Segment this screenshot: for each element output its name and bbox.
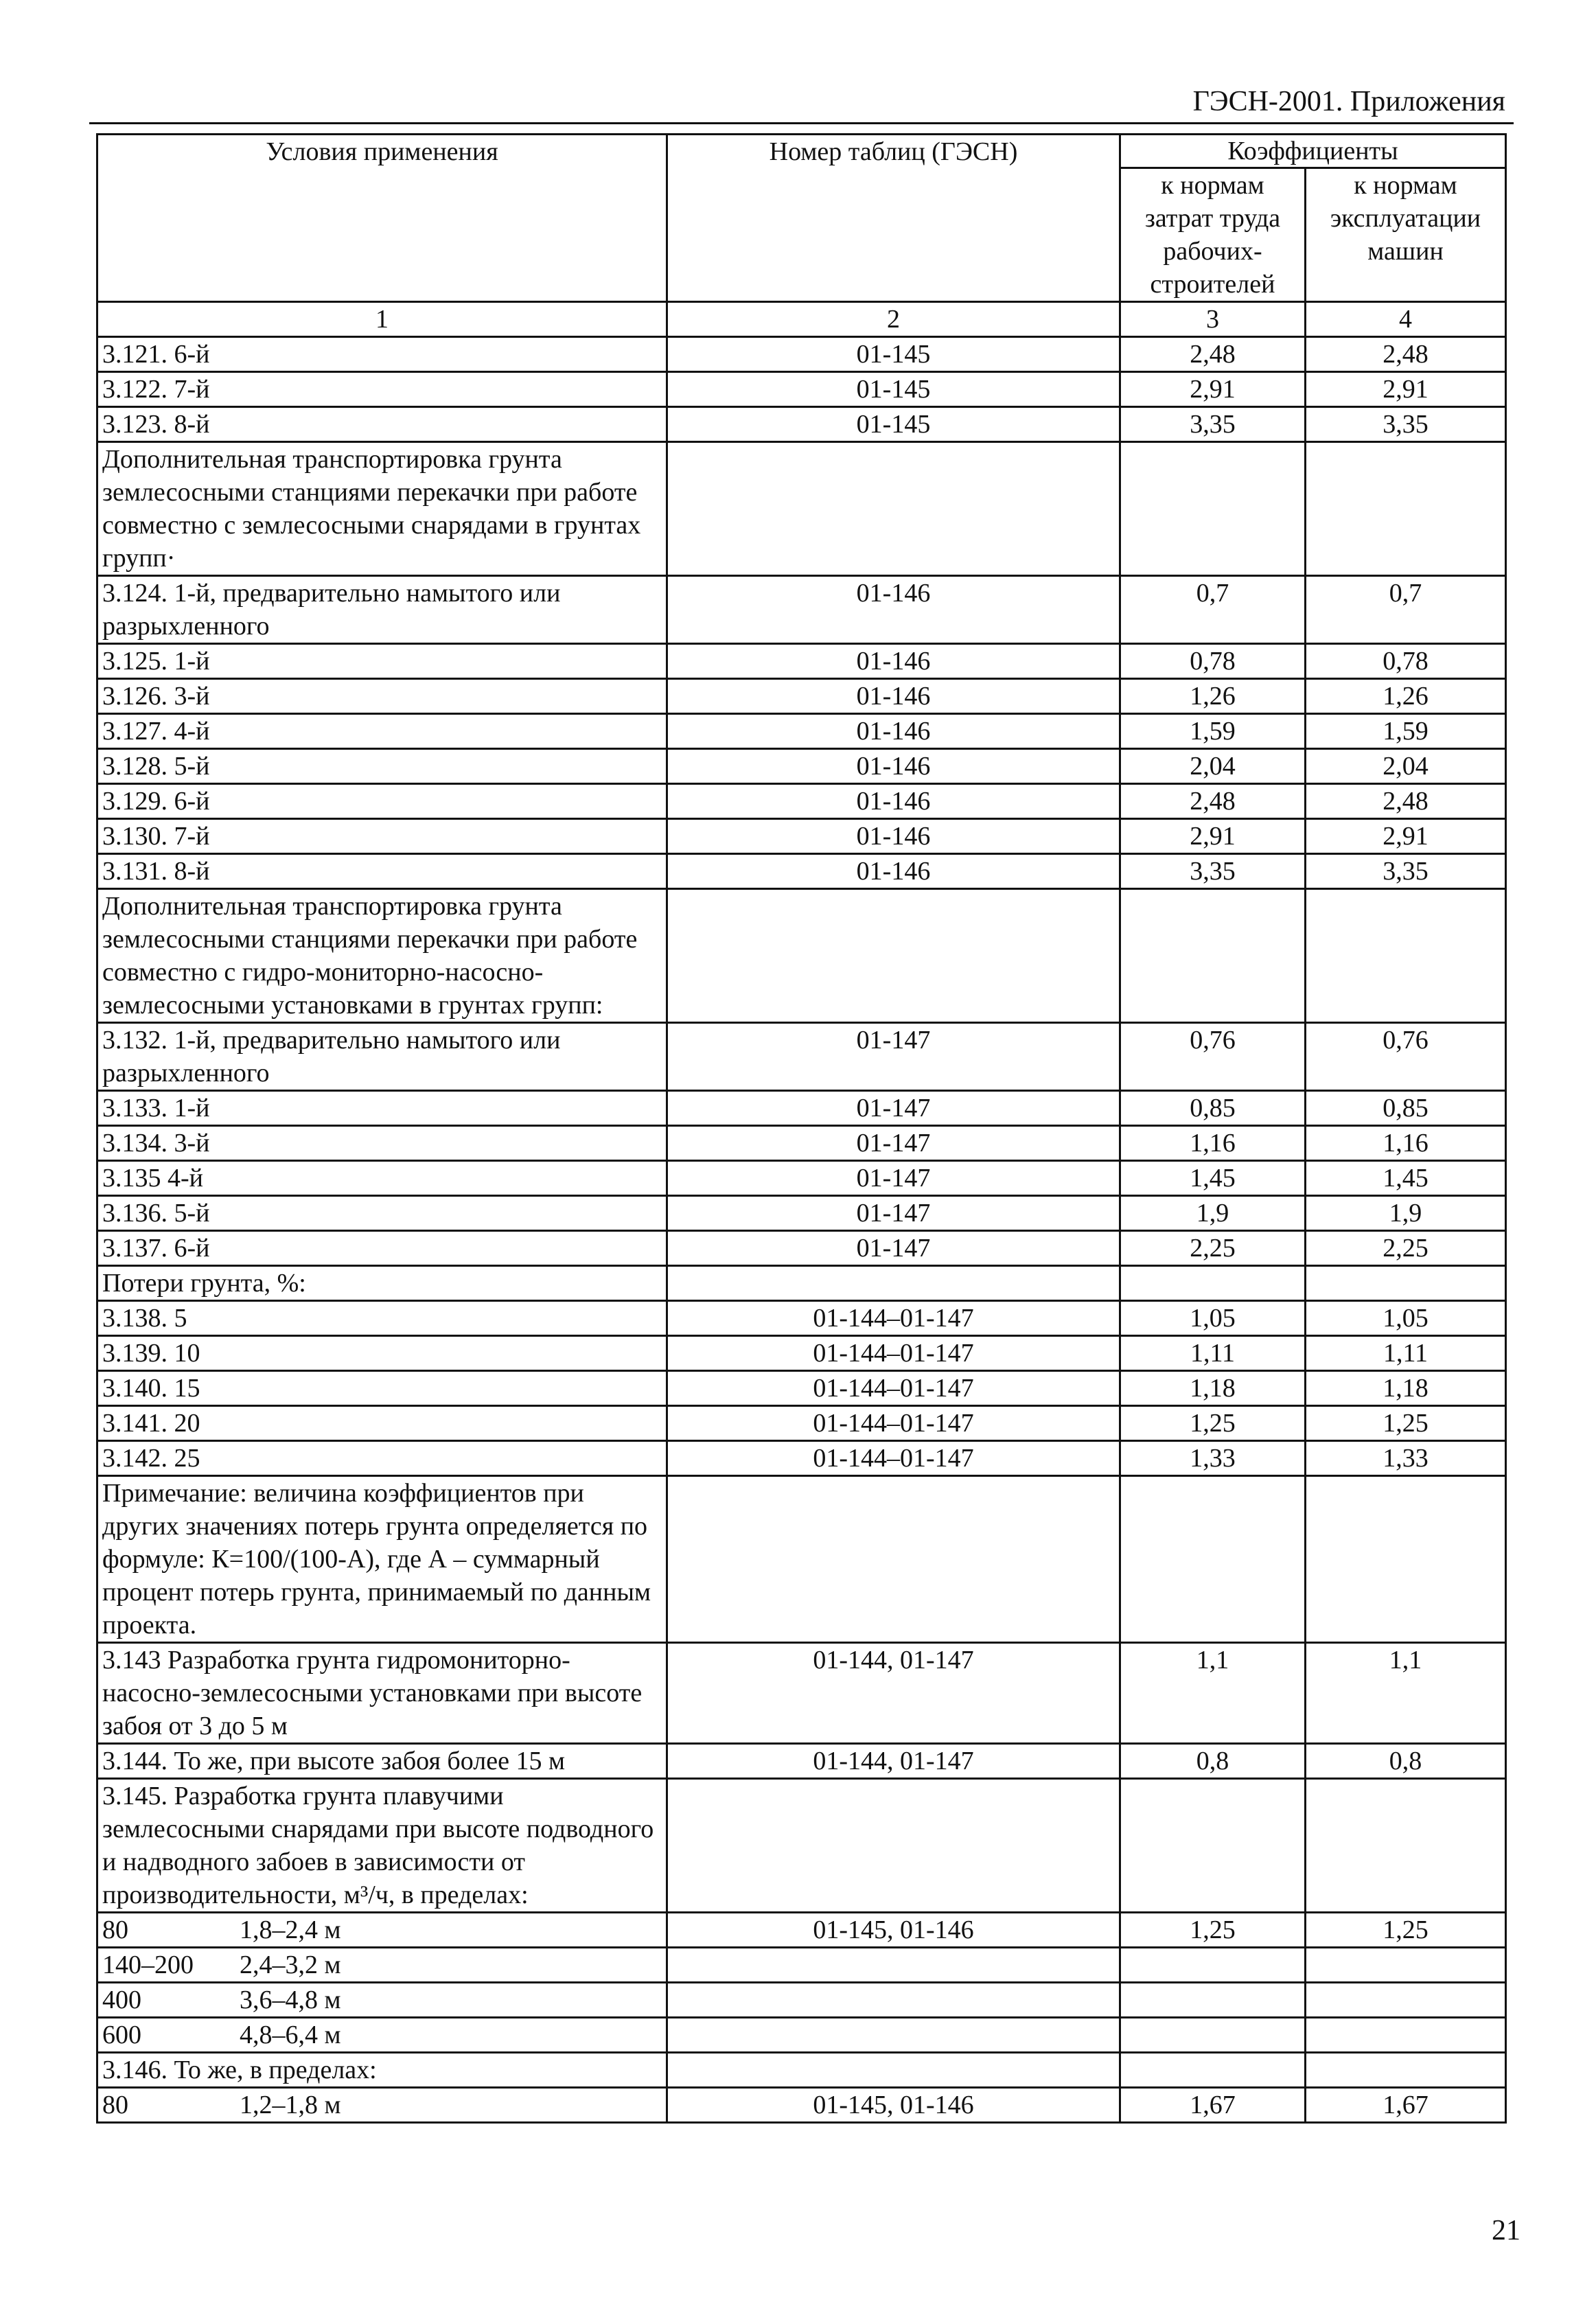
labor-coefficient-cell	[1120, 2018, 1306, 2053]
machine-coefficient-cell: 1,45	[1306, 1161, 1506, 1196]
table-number-cell: 01-146	[667, 819, 1120, 854]
table-row	[97, 1406, 1506, 1441]
condition-cell: Потери грунта, %:	[97, 1266, 667, 1301]
labor-coefficient-cell: 1,9	[1120, 1196, 1306, 1231]
table-number-cell: 01-145, 01-146	[667, 1913, 1120, 1948]
condition-cell: Дополнительная транспортировка грунта землесосными станциями перекачки при работе совместно с гидро-мониторно-насосно-землесосными установками в грунтах групп:	[97, 889, 667, 1023]
labor-coefficient-cell: 1,45	[1120, 1161, 1306, 1196]
labor-coefficient-cell: 0,76	[1120, 1023, 1306, 1091]
table-row	[97, 1023, 1506, 1091]
table-row	[97, 1336, 1506, 1371]
labor-coefficient-cell	[1120, 889, 1306, 1023]
condition-cell: 3.127. 4-й	[97, 714, 667, 749]
table-number-cell: 01-146	[667, 784, 1120, 819]
table-row	[97, 749, 1506, 784]
table-number-cell	[667, 2018, 1120, 2053]
table-number-cell	[667, 2053, 1120, 2088]
condition-cell: 3.141. 20	[97, 1406, 667, 1441]
condition-cell: 3.133. 1-й	[97, 1091, 667, 1126]
table-row	[97, 1744, 1506, 1779]
labor-coefficient-cell: 1,11	[1120, 1336, 1306, 1371]
labor-coefficient-cell: 0,8	[1120, 1744, 1306, 1779]
labor-coefficient-cell: 2,48	[1120, 337, 1306, 372]
table-number-cell: 01-147	[667, 1091, 1120, 1126]
table-number-cell: 01-146	[667, 714, 1120, 749]
condition-cell: 3.131. 8-й	[97, 854, 667, 889]
table-row	[97, 1779, 1506, 1913]
machine-coefficient-cell: 1,33	[1306, 1441, 1506, 1476]
machine-coefficient-cell: 1,67	[1306, 2088, 1506, 2123]
condition-cell: 3.132. 1-й, предварительно намытого или разрыхленного	[97, 1023, 667, 1091]
labor-coefficient-cell: 1,33	[1120, 1441, 1306, 1476]
labor-coefficient-cell: 1,25	[1120, 1406, 1306, 1441]
labor-coefficient-cell: 1,1	[1120, 1643, 1306, 1744]
table-number-cell: 01-144–01-147	[667, 1441, 1120, 1476]
table-row	[97, 1196, 1506, 1231]
table-row	[97, 854, 1506, 889]
table-row	[97, 2018, 1506, 2053]
table-row	[97, 784, 1506, 819]
machine-coefficient-cell: 0,78	[1306, 644, 1506, 679]
machine-coefficient-cell: 1,16	[1306, 1126, 1506, 1161]
condition-cell: 3.137. 6-й	[97, 1231, 667, 1266]
table-number-cell	[667, 1983, 1120, 2018]
labor-coefficient-cell: 2,91	[1120, 372, 1306, 407]
table-row	[97, 679, 1506, 714]
condition-cell: 3.139. 10	[97, 1336, 667, 1371]
height-range-value: 1,8–2,4 м	[240, 1915, 341, 1944]
col-header-table-number: Номер таблиц (ГЭСН)	[667, 135, 1120, 302]
table-row	[97, 1983, 1506, 2018]
labor-coefficient-cell	[1120, 1983, 1306, 2018]
table-row	[97, 337, 1506, 372]
condition-cell: 3.145. Разработка грунта плавучими землесосными снарядами при высоте подводного и надводного забоев в зависимости от производительности, м³/ч, в пределах:	[97, 1779, 667, 1913]
table-row	[97, 819, 1506, 854]
labor-coefficient-cell: 0,78	[1120, 644, 1306, 679]
labor-coefficient-cell: 1,25	[1120, 1913, 1306, 1948]
productivity-value: 80	[102, 2091, 128, 2119]
condition-cell: 3.129. 6-й	[97, 784, 667, 819]
page-header	[89, 82, 1514, 124]
table-number-cell	[667, 1948, 1120, 1983]
column-number: 1	[97, 302, 667, 337]
table-number-cell	[667, 1476, 1120, 1643]
condition-cell: 3.125. 1-й	[97, 644, 667, 679]
condition-cell: 3.138. 5	[97, 1301, 667, 1336]
condition-cell: 3.142. 25	[97, 1441, 667, 1476]
table-number-cell: 01-146	[667, 644, 1120, 679]
table-number-cell: 01-144, 01-147	[667, 1643, 1120, 1744]
machine-coefficient-cell: 1,25	[1306, 1913, 1506, 1948]
machine-coefficient-cell: 1,9	[1306, 1196, 1506, 1231]
col-header-coefficients: Коэффициенты	[1120, 135, 1506, 168]
labor-coefficient-cell: 3,35	[1120, 407, 1306, 442]
table-number-cell: 01-144, 01-147	[667, 1744, 1120, 1779]
machine-coefficient-cell: 2,48	[1306, 337, 1506, 372]
coefficients-table	[96, 133, 1507, 2124]
condition-cell: 3.124. 1-й, предварительно намытого или разрыхленного	[97, 576, 667, 644]
page-number: 21	[1492, 2215, 1520, 2246]
condition-cell: Примечание: величина коэффициентов при других значениях потерь грунта определяется по формуле: К=100/(100-А), где А – суммарный процент потерь грунта, принимаемый по данным проекта.	[97, 1476, 667, 1643]
labor-coefficient-cell: 2,91	[1120, 819, 1306, 854]
machine-coefficient-cell: 1,26	[1306, 679, 1506, 714]
labor-coefficient-cell: 3,35	[1120, 854, 1306, 889]
productivity-value: 600	[102, 2021, 141, 2049]
table-row	[97, 407, 1506, 442]
condition-cell: 3.140. 15	[97, 1371, 667, 1406]
table-number-cell	[667, 889, 1120, 1023]
table-row	[97, 889, 1506, 1023]
labor-coefficient-cell: 2,04	[1120, 749, 1306, 784]
table-row	[97, 1231, 1506, 1266]
machine-coefficient-cell: 0,76	[1306, 1023, 1506, 1091]
condition-cell: 3.146. То же, в пределах:	[97, 2053, 667, 2088]
productivity-value: 140–200	[102, 1951, 194, 1979]
table-row	[97, 1301, 1506, 1336]
machine-coefficient-cell: 1,1	[1306, 1643, 1506, 1744]
table-row	[97, 2088, 1506, 2123]
machine-coefficient-cell	[1306, 2018, 1506, 2053]
table-row	[97, 442, 1506, 576]
machine-coefficient-cell: 1,18	[1306, 1371, 1506, 1406]
labor-coefficient-cell	[1120, 2053, 1306, 2088]
labor-coefficient-cell: 1,05	[1120, 1301, 1306, 1336]
labor-coefficient-cell: 2,48	[1120, 784, 1306, 819]
condition-cell: 3.144. То же, при высоте забоя более 15 м	[97, 1744, 667, 1779]
machine-coefficient-cell: 2,91	[1306, 372, 1506, 407]
condition-cell	[97, 1983, 667, 2018]
table-row	[97, 1643, 1506, 1744]
machine-coefficient-cell: 1,11	[1306, 1336, 1506, 1371]
labor-coefficient-cell: 0,7	[1120, 576, 1306, 644]
column-number: 3	[1120, 302, 1306, 337]
table-number-cell: 01-146	[667, 679, 1120, 714]
machine-coefficient-cell: 2,04	[1306, 749, 1506, 784]
table-number-cell	[667, 442, 1120, 576]
machine-coefficient-cell: 1,05	[1306, 1301, 1506, 1336]
machine-coefficient-cell	[1306, 2053, 1506, 2088]
condition-cell: 3.135 4-й	[97, 1161, 667, 1196]
condition-cell	[97, 2088, 667, 2123]
machine-coefficient-cell: 0,85	[1306, 1091, 1506, 1126]
labor-coefficient-cell	[1120, 1948, 1306, 1983]
condition-cell: 3.123. 8-й	[97, 407, 667, 442]
column-number: 4	[1306, 302, 1506, 337]
machine-coefficient-cell	[1306, 1983, 1506, 2018]
table-row	[97, 1476, 1506, 1643]
table-number-cell: 01-144–01-147	[667, 1336, 1120, 1371]
condition-cell: 3.126. 3-й	[97, 679, 667, 714]
machine-coefficient-cell: 2,48	[1306, 784, 1506, 819]
table-number-cell: 01-146	[667, 749, 1120, 784]
machine-coefficient-cell	[1306, 1948, 1506, 1983]
table-row	[97, 576, 1506, 644]
table-row	[97, 1371, 1506, 1406]
height-range-value: 4,8–6,4 м	[240, 2021, 341, 2049]
table-body	[97, 302, 1506, 2123]
col-header-labor: к нормам затрат труда рабочих-строителей	[1120, 168, 1306, 302]
table-row	[97, 1126, 1506, 1161]
machine-coefficient-cell	[1306, 889, 1506, 1023]
table-number-cell: 01-147	[667, 1126, 1120, 1161]
machine-coefficient-cell: 1,25	[1306, 1406, 1506, 1441]
labor-coefficient-cell: 1,26	[1120, 679, 1306, 714]
table-row	[97, 644, 1506, 679]
machine-coefficient-cell	[1306, 1476, 1506, 1643]
labor-coefficient-cell: 1,59	[1120, 714, 1306, 749]
productivity-value: 400	[102, 1986, 141, 2014]
machine-coefficient-cell	[1306, 1779, 1506, 1913]
labor-coefficient-cell: 1,18	[1120, 1371, 1306, 1406]
machine-coefficient-cell: 3,35	[1306, 854, 1506, 889]
table-number-cell: 01-144–01-147	[667, 1406, 1120, 1441]
table-row	[97, 372, 1506, 407]
table-number-cell	[667, 1779, 1120, 1913]
machine-coefficient-cell: 2,91	[1306, 819, 1506, 854]
machine-coefficient-cell: 1,59	[1306, 714, 1506, 749]
height-range-value: 1,2–1,8 м	[240, 2091, 341, 2119]
col-header-conditions: Условия применения	[97, 135, 667, 302]
condition-cell	[97, 1913, 667, 1948]
condition-cell: 3.136. 5-й	[97, 1196, 667, 1231]
labor-coefficient-cell	[1120, 442, 1306, 576]
labor-coefficient-cell: 1,67	[1120, 2088, 1306, 2123]
table-row	[97, 1441, 1506, 1476]
table-row	[97, 1948, 1506, 1983]
machine-coefficient-cell	[1306, 442, 1506, 576]
table-number-cell: 01-147	[667, 1023, 1120, 1091]
machine-coefficient-cell: 3,35	[1306, 407, 1506, 442]
productivity-value: 80	[102, 1915, 128, 1944]
height-range-value: 2,4–3,2 м	[240, 1951, 341, 1979]
condition-cell: 3.143 Разработка грунта гидромониторно-насосно-землесосными установками при высоте забоя от 3 до 5 м	[97, 1643, 667, 1744]
table-number-cell: 01-145	[667, 372, 1120, 407]
table-number-cell: 01-146	[667, 854, 1120, 889]
table-number-cell: 01-145	[667, 407, 1120, 442]
labor-coefficient-cell	[1120, 1266, 1306, 1301]
table-row	[97, 714, 1506, 749]
machine-coefficient-cell: 0,8	[1306, 1744, 1506, 1779]
labor-coefficient-cell: 2,25	[1120, 1231, 1306, 1266]
labor-coefficient-cell	[1120, 1476, 1306, 1643]
labor-coefficient-cell: 1,16	[1120, 1126, 1306, 1161]
condition-cell: Дополнительная транспортировка грунта землесосными станциями перекачки при работе совместно с землесосными снарядами в грунтах групп·	[97, 442, 667, 576]
table-number-cell: 01-147	[667, 1196, 1120, 1231]
table-number-cell: 01-144–01-147	[667, 1371, 1120, 1406]
column-number: 2	[667, 302, 1120, 337]
condition-cell: 3.130. 7-й	[97, 819, 667, 854]
condition-cell	[97, 1948, 667, 1983]
header-title: ГЭСН-2001. Приложения	[1192, 86, 1505, 117]
condition-cell: 3.121. 6-й	[97, 337, 667, 372]
condition-cell: 3.122. 7-й	[97, 372, 667, 407]
table-row	[97, 1091, 1506, 1126]
table-number-cell: 01-144–01-147	[667, 1301, 1120, 1336]
table-number-cell: 01-146	[667, 576, 1120, 644]
table-row	[97, 1266, 1506, 1301]
table-row	[97, 1913, 1506, 1948]
table-number-cell: 01-147	[667, 1161, 1120, 1196]
col-header-machines: к нормам эксплуатации машин	[1306, 168, 1506, 302]
table-number-cell	[667, 1266, 1120, 1301]
height-range-value: 3,6–4,8 м	[240, 1986, 341, 2014]
column-number-row	[97, 302, 1506, 337]
machine-coefficient-cell: 0,7	[1306, 576, 1506, 644]
condition-cell: 3.128. 5-й	[97, 749, 667, 784]
condition-cell	[97, 2018, 667, 2053]
machine-coefficient-cell: 2,25	[1306, 1231, 1506, 1266]
labor-coefficient-cell	[1120, 1779, 1306, 1913]
table-number-cell: 01-147	[667, 1231, 1120, 1266]
condition-cell: 3.134. 3-й	[97, 1126, 667, 1161]
table-number-cell: 01-145	[667, 337, 1120, 372]
machine-coefficient-cell	[1306, 1266, 1506, 1301]
labor-coefficient-cell: 0,85	[1120, 1091, 1306, 1126]
table-number-cell: 01-145, 01-146	[667, 2088, 1120, 2123]
table-row	[97, 2053, 1506, 2088]
table-row	[97, 1161, 1506, 1196]
